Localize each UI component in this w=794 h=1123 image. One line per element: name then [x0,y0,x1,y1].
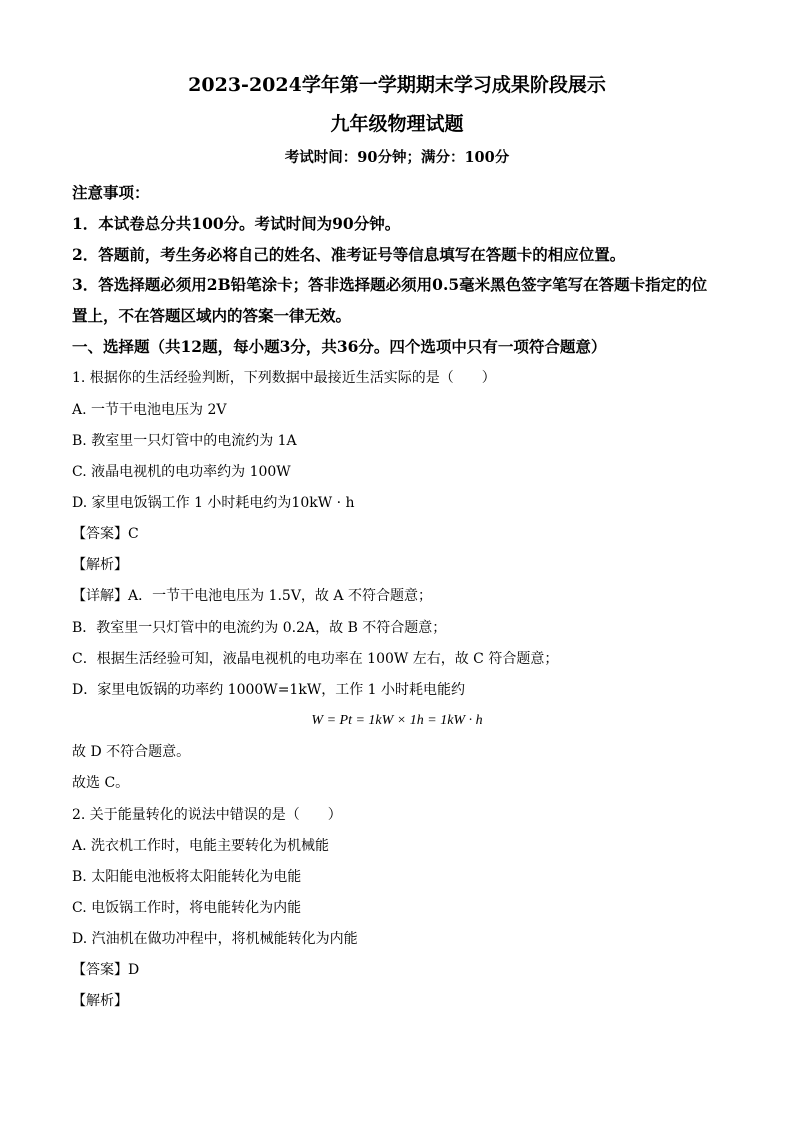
question-option: D. 汽油机在做功冲程中，将机械能转化为内能 [72,931,358,947]
question-option: D. 家里电饭锅工作 1 小时耗电约为10kW · h [72,495,355,511]
section-heading: 一、选择题（共12题，每小题3分，共36分。四个选项中只有一项符合题意） [72,337,607,356]
question-option: B. 教室里一只灯管中的电流约为 1A [72,433,297,449]
question-option: B. 太阳能电池板将太阳能转化为电能 [72,869,302,885]
detail-line: C．根据生活经验可知，液晶电视机的电功率在 100W 左右，故 C 符合题意； [72,651,559,667]
question-option: A. 洗衣机工作时，电能主要转化为机械能 [72,838,330,854]
answer-label: 【答案】C [72,526,139,542]
exam-info: 考试时间：90分钟；满分：100分 [284,149,510,166]
detail-line: B．教室里一只灯管中的电流约为 0.2A，故 B 不符合题意； [72,620,447,636]
analysis-label: 【解析】 [72,993,128,1009]
conclusion-line: 故 D 不符合题意。 [72,744,191,760]
question-option: C. 电饭锅工作时，将电能转化为内能 [72,900,302,916]
notice-heading: 注意事项： [72,183,150,202]
detail-line: D．家里电饭锅的功率约 1000W=1kW，工作 1 小时耗电能约 [72,682,466,698]
formula: W = Pt = 1kW × 1h = 1kW · h [311,713,483,728]
question-stem: 1. 根据你的生活经验判断，下列数据中最接近生活实际的是（ ） [72,370,496,386]
detail-line: 【详解】A．一节干电池电压为 1.5V，故 A 不符合题意； [72,588,432,604]
question-option: C. 液晶电视机的电功率约为 100W [72,464,291,480]
notice-item: 3．答选择题必须用2B铅笔涂卡；答非选择题必须用0.5毫米黑色签字笔写在答题卡指定的位 [72,275,708,294]
conclusion-line: 故选 C。 [72,775,130,791]
notice-item: 置上，不在答题区域内的答案一律无效。 [72,306,352,325]
question-stem: 2. 关于能量转化的说法中错误的是（ ） [72,807,342,823]
page-subtitle: 九年级物理试题 [330,113,464,135]
answer-label: 【答案】D [72,962,140,978]
page-title: 2023-2024学年第一学期期末学习成果阶段展示 [188,74,606,96]
notice-item: 1．本试卷总分共100分。考试时间为90分钟。 [72,214,401,233]
question-option: A. 一节干电池电压为 2V [72,402,227,418]
notice-item: 2．答题前，考生务必将自己的姓名、准考证号等信息填写在答题卡的相应位置。 [72,245,626,264]
analysis-label: 【解析】 [72,557,128,573]
